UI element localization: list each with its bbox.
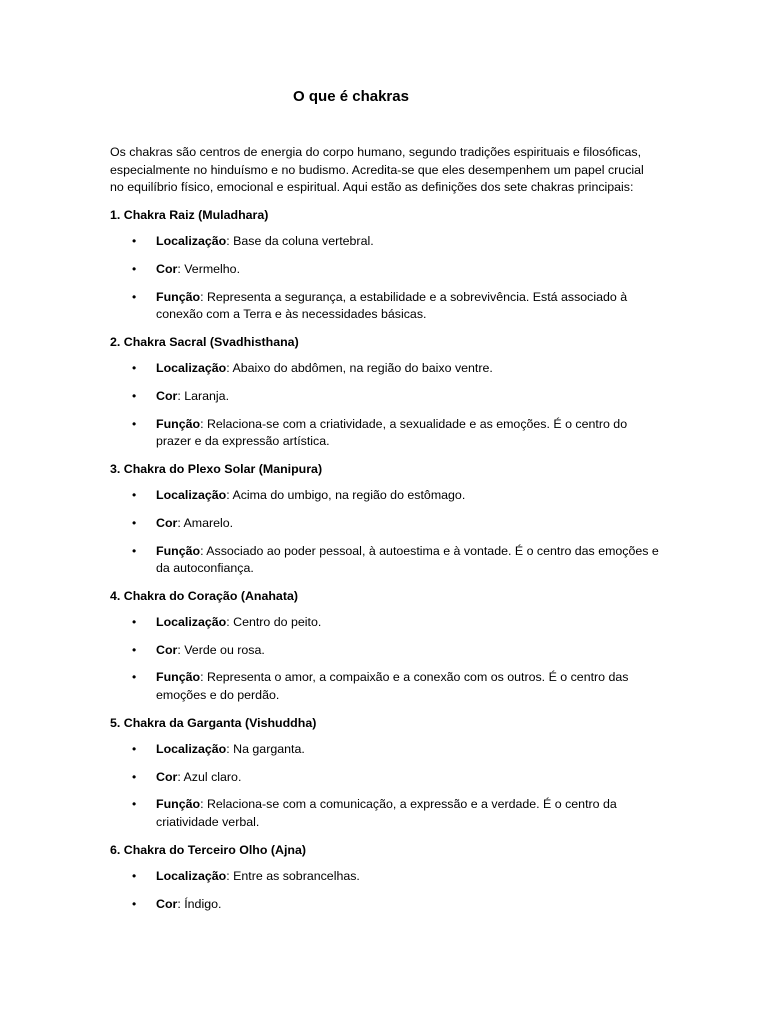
list-item <box>110 642 660 660</box>
item-value: : Na garganta. <box>226 742 305 757</box>
document-body <box>110 144 660 923</box>
bullet-list <box>110 741 660 831</box>
item-value: : Vermelho. <box>177 261 241 276</box>
item-key: Localização <box>156 742 227 757</box>
item-value: : Relaciona-se com a comunicação, a expressão e a verdade. É o centro da criatividade verbal. <box>156 797 617 830</box>
item-key: Função <box>156 543 201 558</box>
item-value: : Entre as sobrancelhas. <box>226 869 360 884</box>
list-item <box>110 669 660 704</box>
list-item <box>110 769 660 787</box>
list-item <box>110 416 660 451</box>
item-key: Cor <box>156 515 178 530</box>
list-item <box>110 233 660 251</box>
bullet-icon: • <box>132 615 137 630</box>
bullet-icon: • <box>132 234 137 249</box>
item-key: Localização <box>156 615 227 630</box>
item-value: : Acima do umbigo, na região do estômago. <box>226 488 466 503</box>
chakra-section <box>110 588 660 705</box>
chakra-section <box>110 207 660 324</box>
bullet-icon: • <box>132 261 137 276</box>
list-item <box>110 796 660 831</box>
item-value: : Azul claro. <box>177 769 242 784</box>
item-value: : Representa a segurança, a estabilidade e a sobrevivência. Está associado à conexão com a Terra e às necessidades básicas. <box>156 289 628 322</box>
sections-container <box>110 207 660 914</box>
item-key: Função <box>156 416 201 431</box>
list-item <box>110 896 660 914</box>
item-value: : Base da coluna vertebral. <box>226 234 374 249</box>
item-key: Função <box>156 289 201 304</box>
list-item <box>110 614 660 632</box>
bullet-list <box>110 360 660 450</box>
item-key: Função <box>156 797 201 812</box>
item-key: Localização <box>156 869 227 884</box>
item-key: Cor <box>156 769 178 784</box>
item-key: Localização <box>156 234 227 249</box>
bullet-icon: • <box>132 361 137 376</box>
chakra-section <box>110 334 660 451</box>
list-item <box>110 360 660 378</box>
item-key: Função <box>156 670 201 685</box>
list-item <box>110 515 660 533</box>
bullet-icon: • <box>132 742 137 757</box>
list-item <box>110 289 660 324</box>
bullet-icon: • <box>132 670 137 685</box>
bullet-icon: • <box>132 416 137 431</box>
item-key: Cor <box>156 642 178 657</box>
item-key: Localização <box>156 361 227 376</box>
item-key: Cor <box>156 261 178 276</box>
item-value: : Amarelo. <box>177 515 234 530</box>
bullet-icon: • <box>132 289 137 304</box>
item-value: : Representa o amor, a compaixão e a conexão com os outros. É o centro das emoções e do perdão. <box>156 670 629 703</box>
bullet-icon: • <box>132 896 137 911</box>
list-item <box>110 487 660 505</box>
section-heading: 2. Chakra Sacral (Svadhisthana) <box>110 334 299 349</box>
bullet-list <box>110 487 660 577</box>
bullet-icon: • <box>132 488 137 503</box>
item-value: : Relaciona-se com a criatividade, a sexualidade e as emoções. É o centro do prazer e da expressão artística. <box>156 416 628 449</box>
item-value: : Índigo. <box>177 896 222 911</box>
section-heading: 3. Chakra do Plexo Solar (Manipura) <box>110 461 323 476</box>
list-item <box>110 261 660 279</box>
bullet-icon: • <box>132 388 137 403</box>
chakra-section <box>110 715 660 832</box>
intro-paragraph: Os chakras são centros de energia do corpo humano, segundo tradições espirituais e filosóficas, especialmente no hinduísmo e no budismo. Acredita-se que eles desempenhem um papel crucial no equilíbrio físico, emocional e espiritual. Aqui estão as definições dos sete chakras principais: <box>110 145 644 195</box>
item-value: : Laranja. <box>177 388 230 403</box>
item-key: Cor <box>156 896 178 911</box>
bullet-icon: • <box>132 797 137 812</box>
item-value: : Verde ou rosa. <box>177 642 265 657</box>
item-key: Localização <box>156 488 227 503</box>
list-item <box>110 388 660 406</box>
chakra-section <box>110 461 660 578</box>
list-item <box>110 741 660 759</box>
section-heading: 4. Chakra do Coração (Anahata) <box>110 588 298 603</box>
bullet-list <box>110 233 660 323</box>
bullet-icon: • <box>132 642 137 657</box>
chakra-section <box>110 842 660 914</box>
item-value: : Abaixo do abdômen, na região do baixo ventre. <box>226 361 493 376</box>
bullet-icon: • <box>132 543 137 558</box>
section-heading: 5. Chakra da Garganta (Vishuddha) <box>110 715 317 730</box>
section-heading: 6. Chakra do Terceiro Olho (Ajna) <box>110 842 306 857</box>
item-value: : Associado ao poder pessoal, à autoestima e à vontade. É o centro das emoções e da autoconfiança. <box>156 543 659 576</box>
item-value: : Centro do peito. <box>226 615 322 630</box>
page-title: O que é chakras <box>293 88 409 105</box>
bullet-icon: • <box>132 769 137 784</box>
bullet-icon: • <box>132 515 137 530</box>
list-item <box>110 543 660 578</box>
item-key: Cor <box>156 388 178 403</box>
bullet-list <box>110 614 660 704</box>
list-item <box>110 868 660 886</box>
bullet-icon: • <box>132 869 137 884</box>
bullet-list <box>110 868 660 913</box>
section-heading: 1. Chakra Raiz (Muladhara) <box>110 207 269 222</box>
